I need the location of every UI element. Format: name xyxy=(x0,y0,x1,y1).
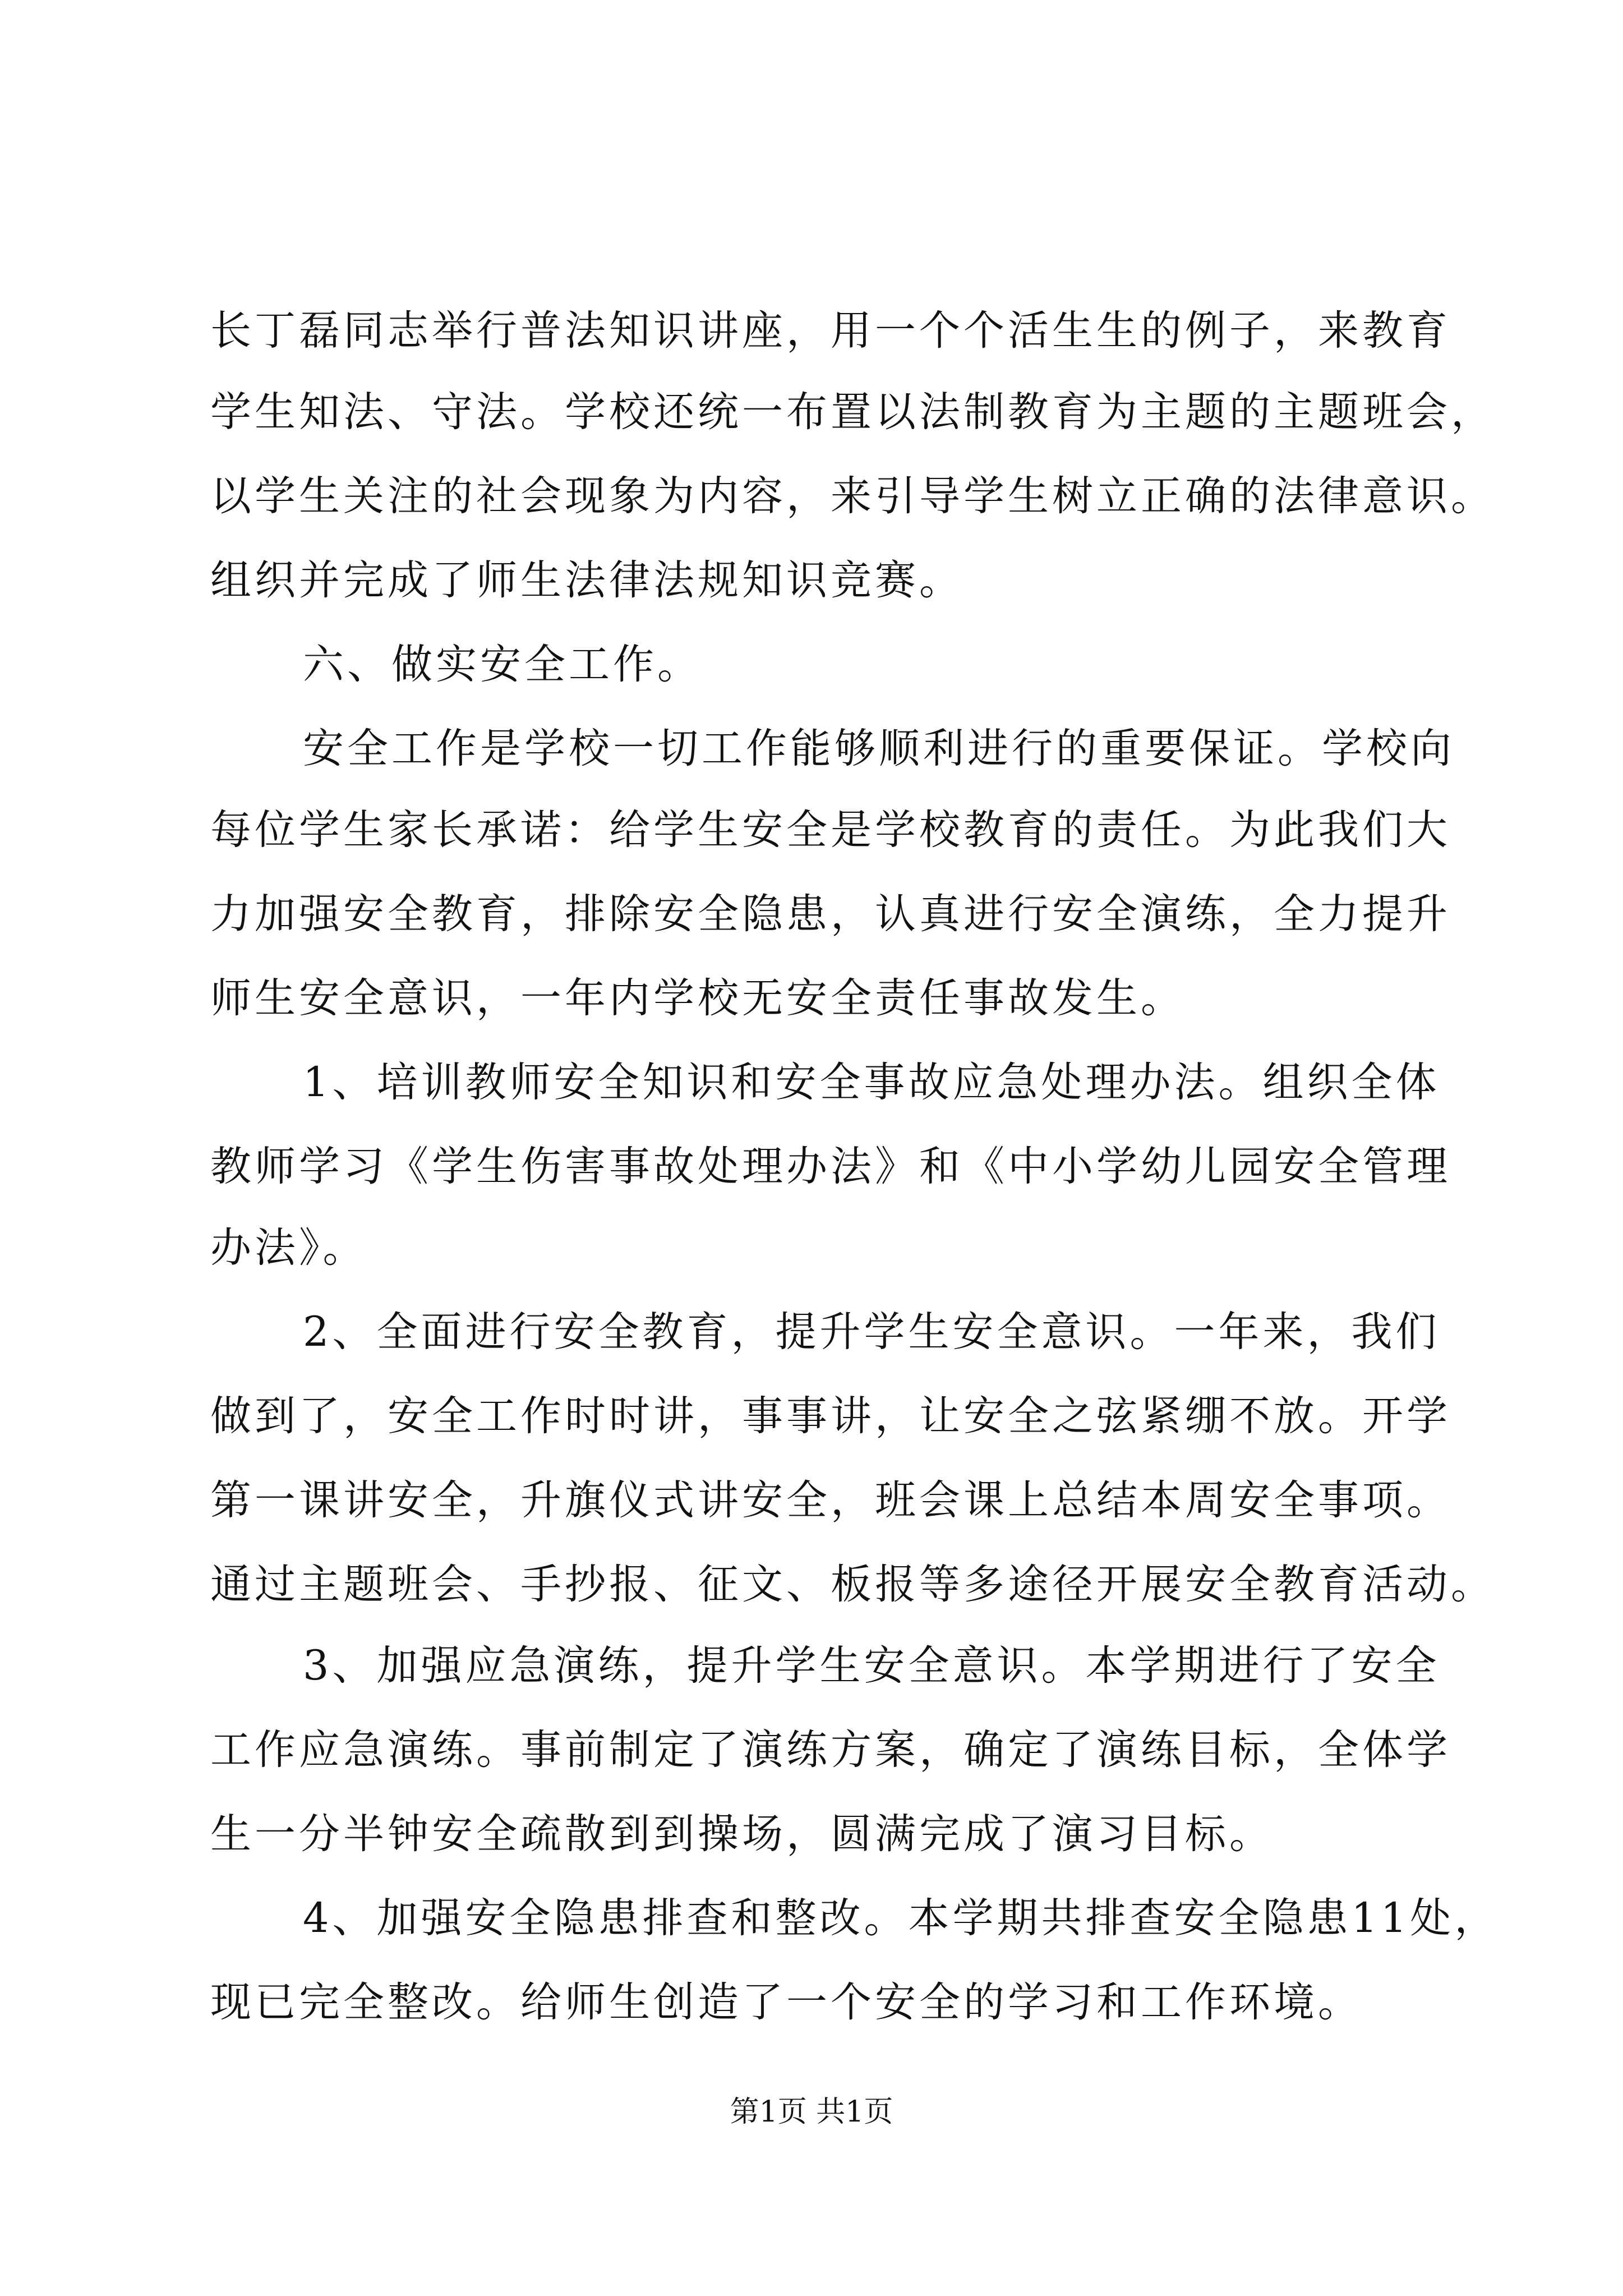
section-heading: 六、做实安全工作。 xyxy=(303,641,702,688)
paragraph-line: 生一分半钟安全疏散到到操场，圆满完成了演习目标。 xyxy=(210,1810,1274,1858)
paragraph-line: 师生安全意识，一年内学校无安全责任事故发生。 xyxy=(210,974,1185,1022)
paragraph-line: 学生知法、守法。学校还统一布置以法制教育为主题的主题班会， xyxy=(210,388,1495,436)
page-footer: 第1页 共1页 xyxy=(730,2095,893,2129)
paragraph-line: 做到了，安全工作时时讲，事事讲，让安全之弦紧绷不放。开学 xyxy=(210,1392,1451,1440)
paragraph-line: 2、全面进行安全教育，提升学生安全意识。一年来，我们 xyxy=(303,1308,1440,1356)
paragraph-line: 现已完全整改。给师生创造了一个安全的学习和工作环境。 xyxy=(210,1978,1362,2026)
paragraph-line: 4、加强安全隐患排查和整改。本学期共排查安全隐患11处， xyxy=(303,1894,1499,1942)
paragraph-line: 教师学习《学生伤害事故处理办法》和《中小学幼儿园安全管理 xyxy=(210,1143,1451,1190)
paragraph-line: 组织并完成了师生法律法规知识竞赛。 xyxy=(210,556,963,604)
paragraph-line: 以学生关注的社会现象为内容，来引导学生树立正确的法律意识。 xyxy=(210,472,1495,520)
paragraph-line: 通过主题班会、手抄报、征文、板报等多途径开展安全教育活动。 xyxy=(210,1561,1495,1608)
paragraph-line: 1、培训教师安全知识和安全事故应急处理办法。组织全体 xyxy=(303,1059,1440,1106)
paragraph-line: 第一课讲安全，升旗仪式讲安全，班会课上总结本周安全事项。 xyxy=(210,1476,1451,1524)
paragraph-line: 3、加强应急演练，提升学生安全意识。本学期进行了安全 xyxy=(303,1642,1440,1690)
paragraph-line: 安全工作是学校一切工作能够顺利进行的重要保证。学校向 xyxy=(303,725,1455,772)
paragraph-line: 工作应急演练。事前制定了演练方案，确定了演练目标，全体学 xyxy=(210,1726,1451,1774)
paragraph-line: 每位学生家长承诺：给学生安全是学校教育的责任。为此我们大 xyxy=(210,806,1451,854)
paragraph-line: 力加强安全教育，排除安全隐患，认真进行安全演练，全力提升 xyxy=(210,890,1451,938)
paragraph-line: 办法》。 xyxy=(210,1224,367,1272)
paragraph-line: 长丁磊同志举行普法知识讲座，用一个个活生生的例子，来教育 xyxy=(210,307,1451,355)
